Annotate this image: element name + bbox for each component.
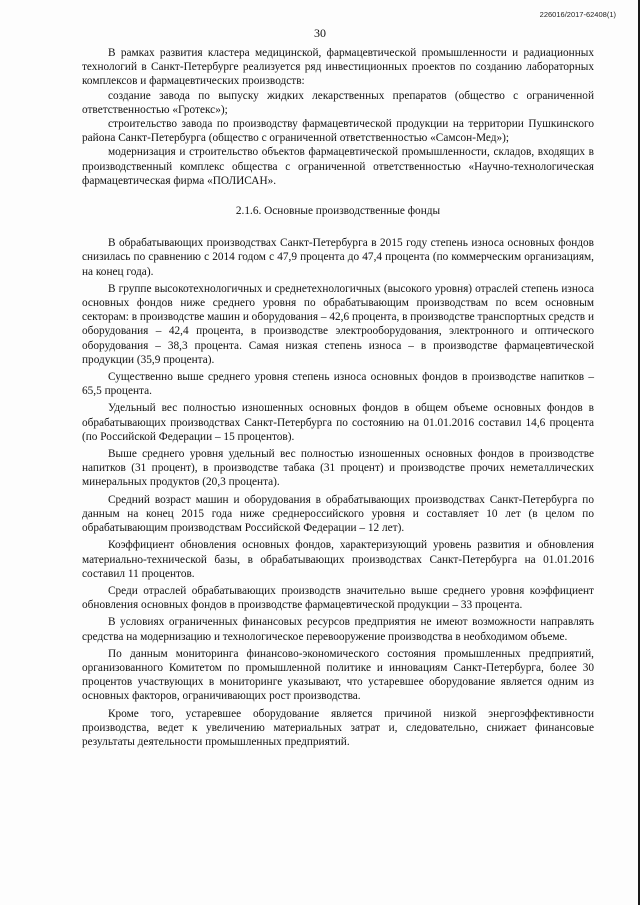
list-item: строительство завода по производству фармацевтической продукции на территории Пушкинского района Санкт-Петербурга (общество с ограниченной ответственностью «Самсон-Мед»);: [82, 118, 594, 145]
page-number: 30: [314, 26, 326, 40]
list-item: создание завода по выпуску жидких лекарственных препаратов (общество с ограниченной ответственностью «Гротекс»);: [82, 89, 594, 116]
section-heading: 2.1.6. Основные производственные фонды: [235, 205, 441, 218]
paragraph: В группе высокотехнологичных и среднетехнологичных (высокого уровня) отраслей степень износа основных фондов ниже среднего уровня по обрабатывающим производствам по всем основным секторам: в производстве машин и оборудования – 42,6 процента, в производстве транспортных средств и оборудования – 42,4 процента, в производстве электрооборудования, электронного и оптического оборудования – 38,3 процента. Самая низкая степень износа – в производстве фармацевтической продукции (35,9 процента).: [82, 282, 594, 366]
paragraph: Среди отраслей обрабатывающих производств значительно выше среднего уровня коэффициент обновления основных фондов в производстве фармацевтической продукции – 33 процента.: [82, 584, 594, 612]
list-item: модернизация и строительство объектов фармацевтической промышленности, складов, входящих в производственный комплекс общества с ограниченной ответственностью «Научно-технологическая фармацевтическая фирма «ПОЛИСАН».: [82, 146, 594, 187]
paragraph: По данным мониторинга финансово-экономического состояния промышленных предприятий, организованного Комитетом по промышленной политике и инновациям Санкт-Петербурга, более 30 процентов участвующих в мониторинге указывают, что устаревшее оборудование является одним из основных факторов, ограничивающих рост производства.: [82, 647, 594, 703]
paragraph: Коэффициент обновления основных фондов, характеризующий уровень развития и обновления материально-технической базы, в обрабатывающих производствах Санкт-Петербурга на 01.01.2016 составил 11 процентов.: [82, 539, 594, 580]
document-body: [82, 46, 594, 752]
paragraph: В обрабатывающих производствах Санкт-Петербурга в 2015 году степень износа основных фондов снизилась по сравнению с 2014 годом с 47,9 процента до 47,4 процента (по коммерческим организациям, на конец года).: [82, 237, 594, 278]
paragraph: В рамках развития кластера медицинской, фармацевтической промышленности и радиационных технологий в Санкт-Петербурге реализуется ряд инвестиционных проектов по созданию лабораторных комплексов и фармацевтических производств:: [82, 47, 594, 88]
paragraph: Средний возраст машин и оборудования в обрабатывающих производствах Санкт-Петербурга по данным на конец 2015 года ниже среднероссийского уровня и составляет 10 лет (в целом по обрабатывающим производствам Российской Федерации – 12 лет).: [82, 493, 594, 535]
paragraph: Выше среднего уровня удельный вес полностью изношенных основных фондов в производстве напитков (31 процент), в производстве табака (31 процент) и производстве прочих неметаллических минеральных продуктов (20,3 процента).: [82, 448, 594, 489]
paragraph: Удельный вес полностью изношенных основных фондов в общем объеме основных фондов в обрабатывающих производствах Санкт-Петербурга по состоянию на 01.01.2016 составил 14,6 процента (по Российской Федерации – 15 процентов).: [82, 402, 594, 443]
paragraph: Существенно выше среднего уровня степень износа основных фондов в производстве напитков – 65,5 процента.: [82, 371, 594, 398]
document-id: 226016/2017-62408(1): [539, 10, 616, 19]
paragraph: Кроме того, устаревшее оборудование является причиной низкой энергоэффективности производства, ведет к увеличению материальных затрат и, следовательно, снижает финансовые результаты деятельности промышленных предприятий.: [82, 707, 594, 748]
paragraph: В условиях ограниченных финансовых ресурсов предприятия не имеют возможности направлять средства на модернизацию и технологическое перевооружение производства в необходимом объеме.: [82, 616, 594, 643]
